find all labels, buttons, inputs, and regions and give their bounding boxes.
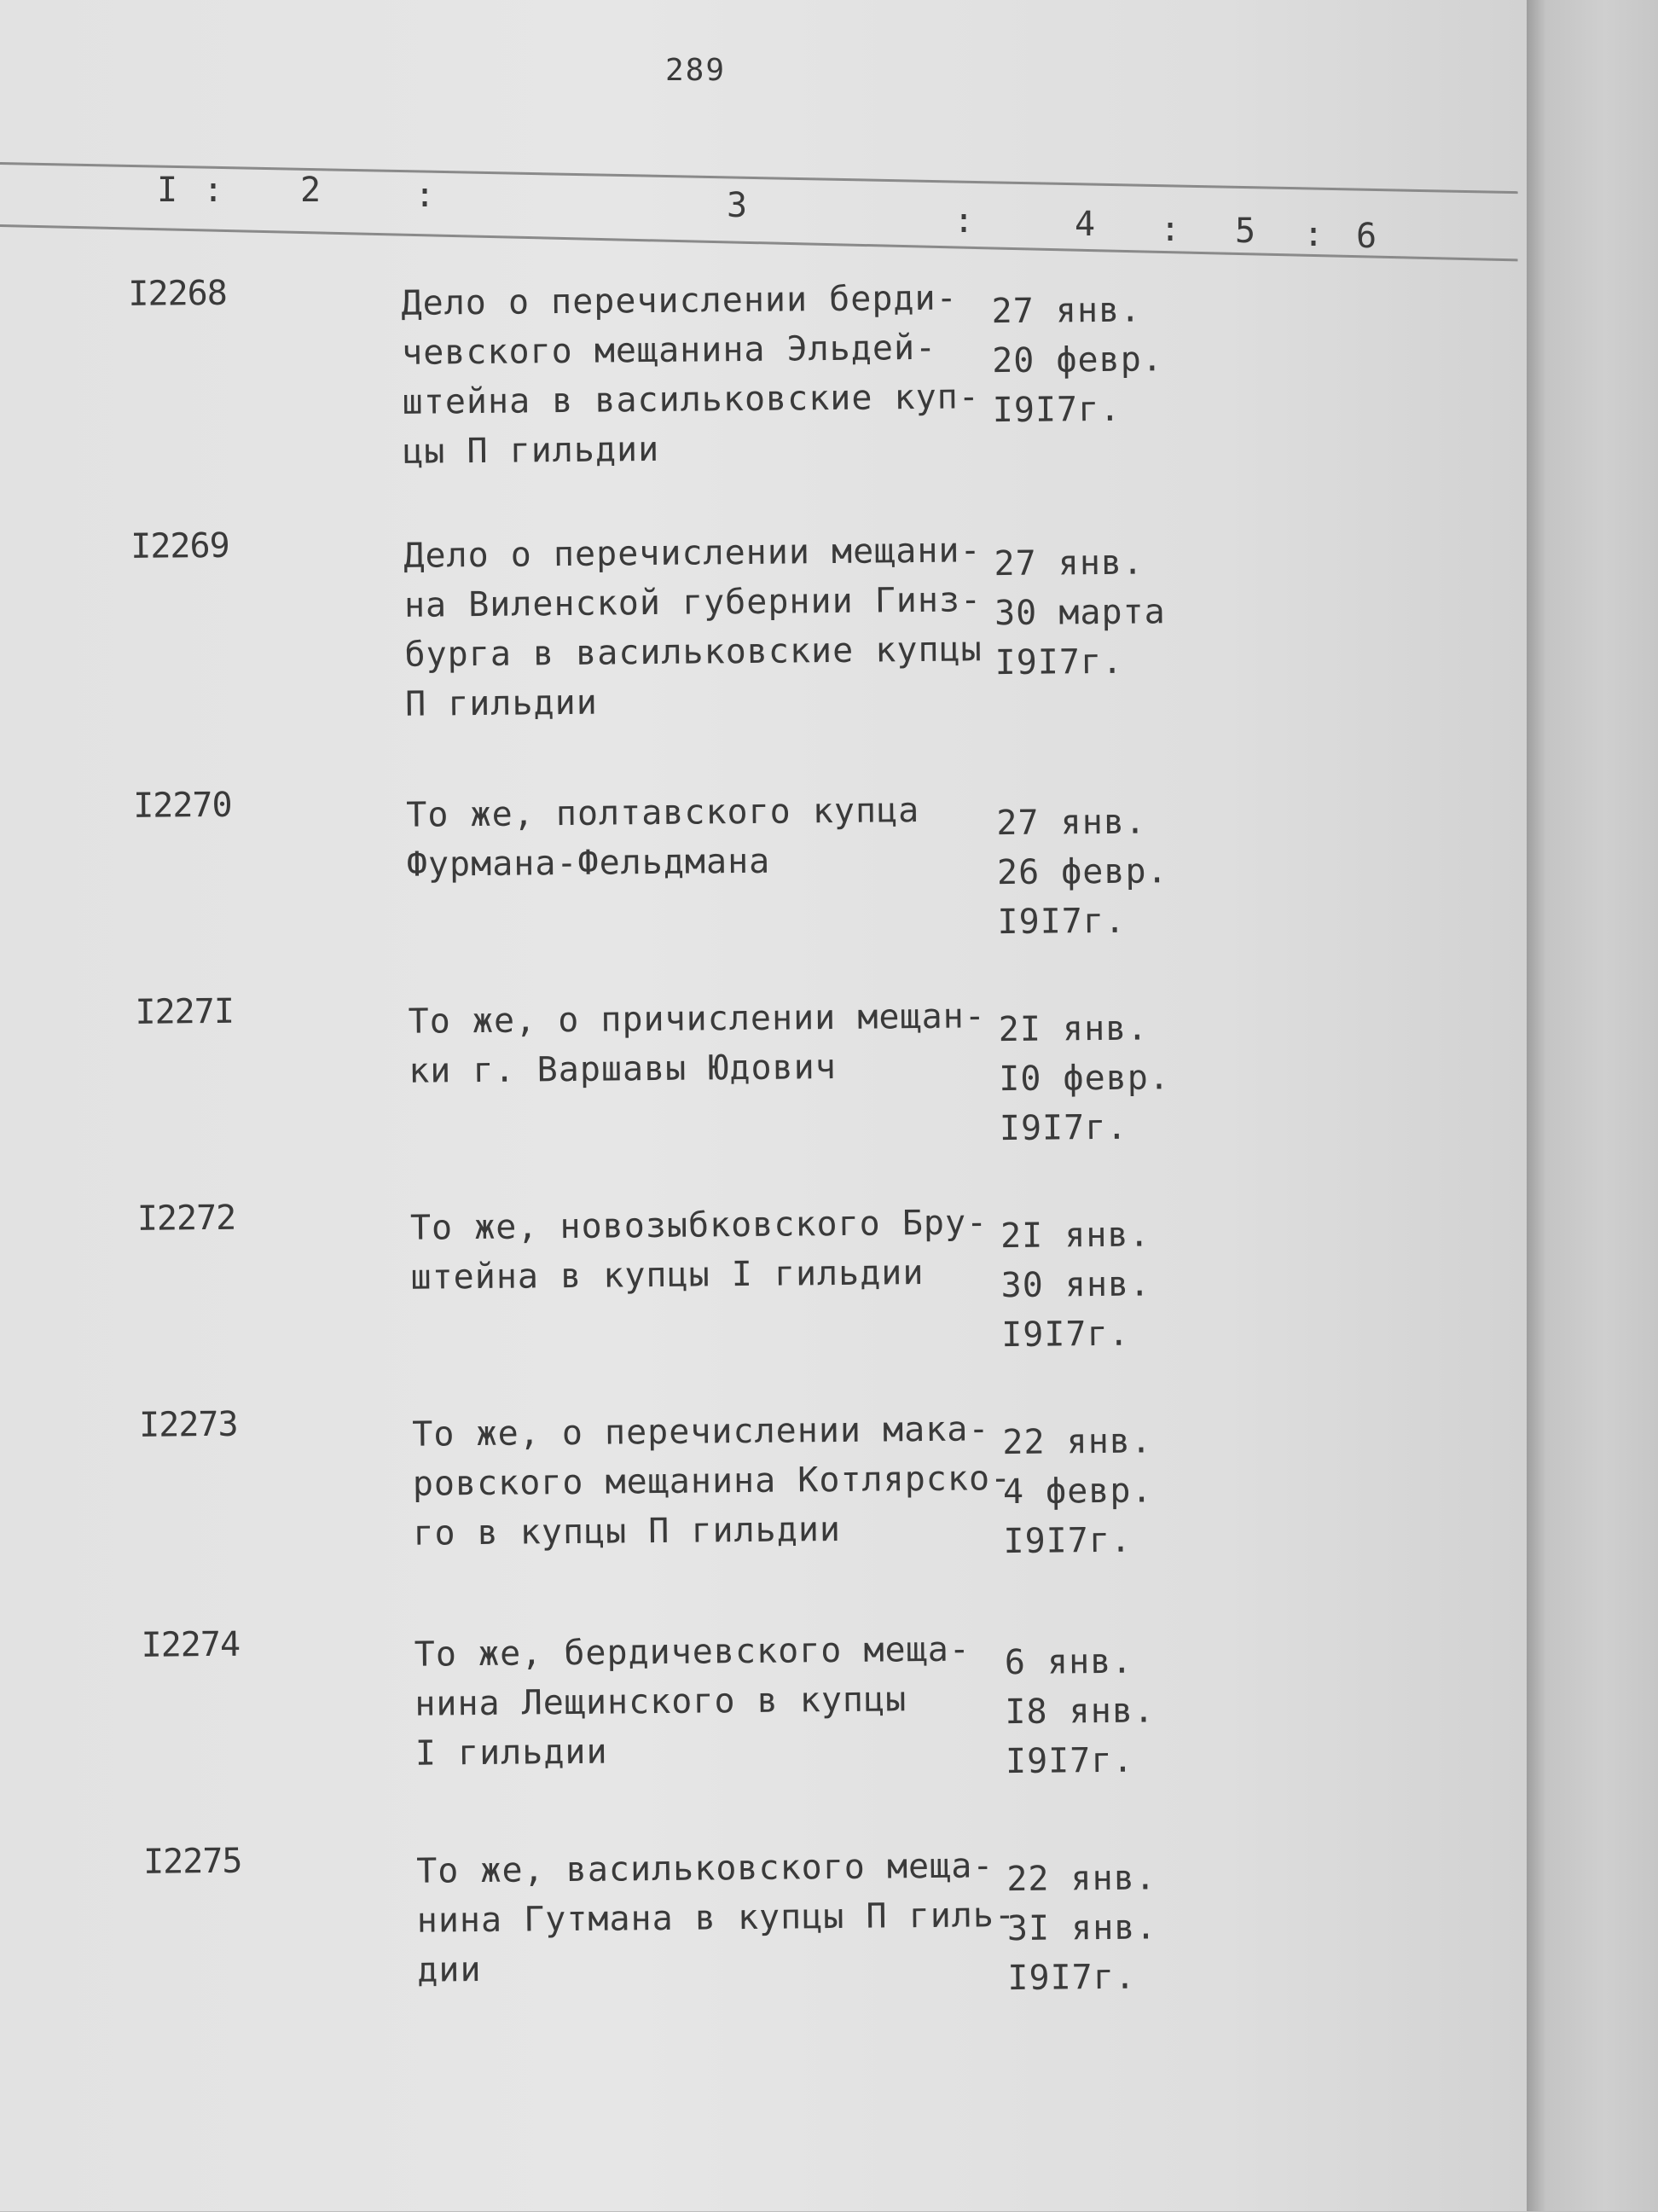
description-line: дии [417, 1950, 482, 1990]
entry-description [406, 785, 1004, 890]
entry-description [416, 1841, 1015, 1995]
date-year: I9I7г. [1007, 1957, 1137, 1999]
description-line: штейна в васильковские куп- [402, 377, 981, 422]
entry-dates [1005, 1636, 1211, 1786]
entry-description [414, 1624, 1012, 1779]
date-year: I9I7г. [1005, 1740, 1134, 1782]
date-start: 27 янв. [991, 290, 1142, 332]
description-line: I гильдии [414, 1732, 608, 1774]
column-header-6: 6 [1356, 217, 1377, 256]
entry-number: I2270 [132, 785, 232, 826]
column-header-1: I [157, 171, 178, 210]
entry-description [412, 1404, 1011, 1559]
entry-dates [1002, 1416, 1209, 1566]
column-header-2: 2 [300, 171, 322, 210]
description-line: нина Гутмана в купцы П гиль- [416, 1896, 1017, 1941]
column-separator: : [954, 201, 975, 241]
description-line: цы П гильдии [403, 429, 660, 472]
date-end: 30 янв. [1000, 1264, 1151, 1306]
column-separator: : [1160, 210, 1181, 249]
inventory-entry [11, 1393, 1461, 1562]
column-header-4: 4 [1075, 205, 1096, 244]
inventory-entry [13, 1613, 1463, 1782]
description-line: То же, новозыбковского Бру- [409, 1203, 988, 1248]
description-line: на Виленской губернии Гинз- [403, 580, 983, 625]
description-line: нина Лещинского в купцы [414, 1680, 907, 1724]
column-header-3: 3 [727, 186, 748, 225]
column-separator: : [203, 171, 224, 210]
date-year: I9I7г. [999, 1107, 1128, 1149]
page-number: 289 [665, 53, 727, 88]
description-line: То же, о причислении мещан- [408, 996, 987, 1042]
date-start: 22 янв. [1006, 1858, 1157, 1900]
date-year: I9I7г. [997, 901, 1127, 943]
entry-description [408, 991, 1006, 1096]
date-year: I9I7г. [1003, 1520, 1133, 1562]
description-line: То же, полтавского купца [406, 791, 920, 835]
column-separator: : [414, 176, 436, 215]
entry-description [410, 1198, 1008, 1303]
date-start: 27 янв. [996, 802, 1147, 844]
date-end: 26 февр. [996, 851, 1168, 893]
date-start: 22 янв. [1002, 1421, 1153, 1463]
description-line: П гильдии [404, 682, 599, 724]
entry-number: I2272 [136, 1198, 236, 1239]
description-line: То же, о перечислении мака- [412, 1409, 990, 1454]
entry-number: I2275 [142, 1841, 242, 1882]
description-line: Дело о перечислении мещани- [403, 531, 982, 576]
date-end: I0 февр. [999, 1058, 1171, 1100]
entry-dates [991, 285, 1197, 435]
date-end: I8 янв. [1005, 1691, 1156, 1733]
description-line: ки г. Варшавы Юдович [408, 1047, 838, 1091]
description-line: бурга в васильковские купцы [404, 630, 983, 675]
inventory-entry [3, 514, 1452, 724]
inventory-entry [5, 774, 1455, 943]
entry-dates [1000, 1210, 1207, 1360]
date-year: I9I7г. [994, 642, 1124, 683]
description-line: чевского мещанина Эльдей- [401, 328, 937, 373]
column-header-5: 5 [1235, 212, 1256, 251]
date-end: 4 февр. [1002, 1471, 1153, 1512]
entry-description [403, 525, 1002, 729]
description-line: То же, бердичевского меща- [414, 1629, 971, 1675]
page-edge-shadow [1527, 0, 1658, 2211]
column-separator: : [1303, 215, 1325, 254]
entry-number: I227I [135, 991, 235, 1032]
date-start: 27 янв. [994, 543, 1145, 584]
description-line: То же, васильковского меща- [415, 1846, 994, 1891]
inventory-entry [15, 1830, 1465, 1999]
entry-dates [994, 537, 1200, 688]
entry-number: I2268 [128, 273, 228, 314]
description-line: штейна в купцы I гильдии [410, 1252, 925, 1298]
entry-number: I2273 [138, 1404, 238, 1445]
date-end: 20 февр. [992, 340, 1164, 381]
description-line: Фурмана-Фельдмана [406, 841, 771, 885]
date-end: 30 марта [994, 592, 1166, 634]
entry-dates [1006, 1853, 1213, 2003]
date-start: 6 янв. [1004, 1641, 1133, 1683]
description-line: го в купцы П гильдии [413, 1509, 842, 1553]
entry-number: I2274 [141, 1624, 241, 1665]
entry-description [401, 273, 1000, 477]
entry-dates [998, 1003, 1204, 1153]
date-start: 2I янв. [998, 1008, 1149, 1050]
description-line: Дело о перечислении берди- [401, 278, 958, 323]
entry-dates [996, 797, 1203, 947]
inventory-entry [7, 980, 1457, 1149]
date-year: I9I7г. [1000, 1314, 1130, 1356]
date-end: 3I янв. [1006, 1907, 1157, 1949]
entry-number: I2269 [130, 525, 229, 566]
date-year: I9I7г. [992, 389, 1122, 431]
description-line: ровского мещанина Котлярско- [412, 1459, 1012, 1504]
date-start: 2I янв. [1000, 1215, 1151, 1257]
inventory-entry [9, 1187, 1459, 1356]
inventory-entry [0, 262, 1450, 472]
